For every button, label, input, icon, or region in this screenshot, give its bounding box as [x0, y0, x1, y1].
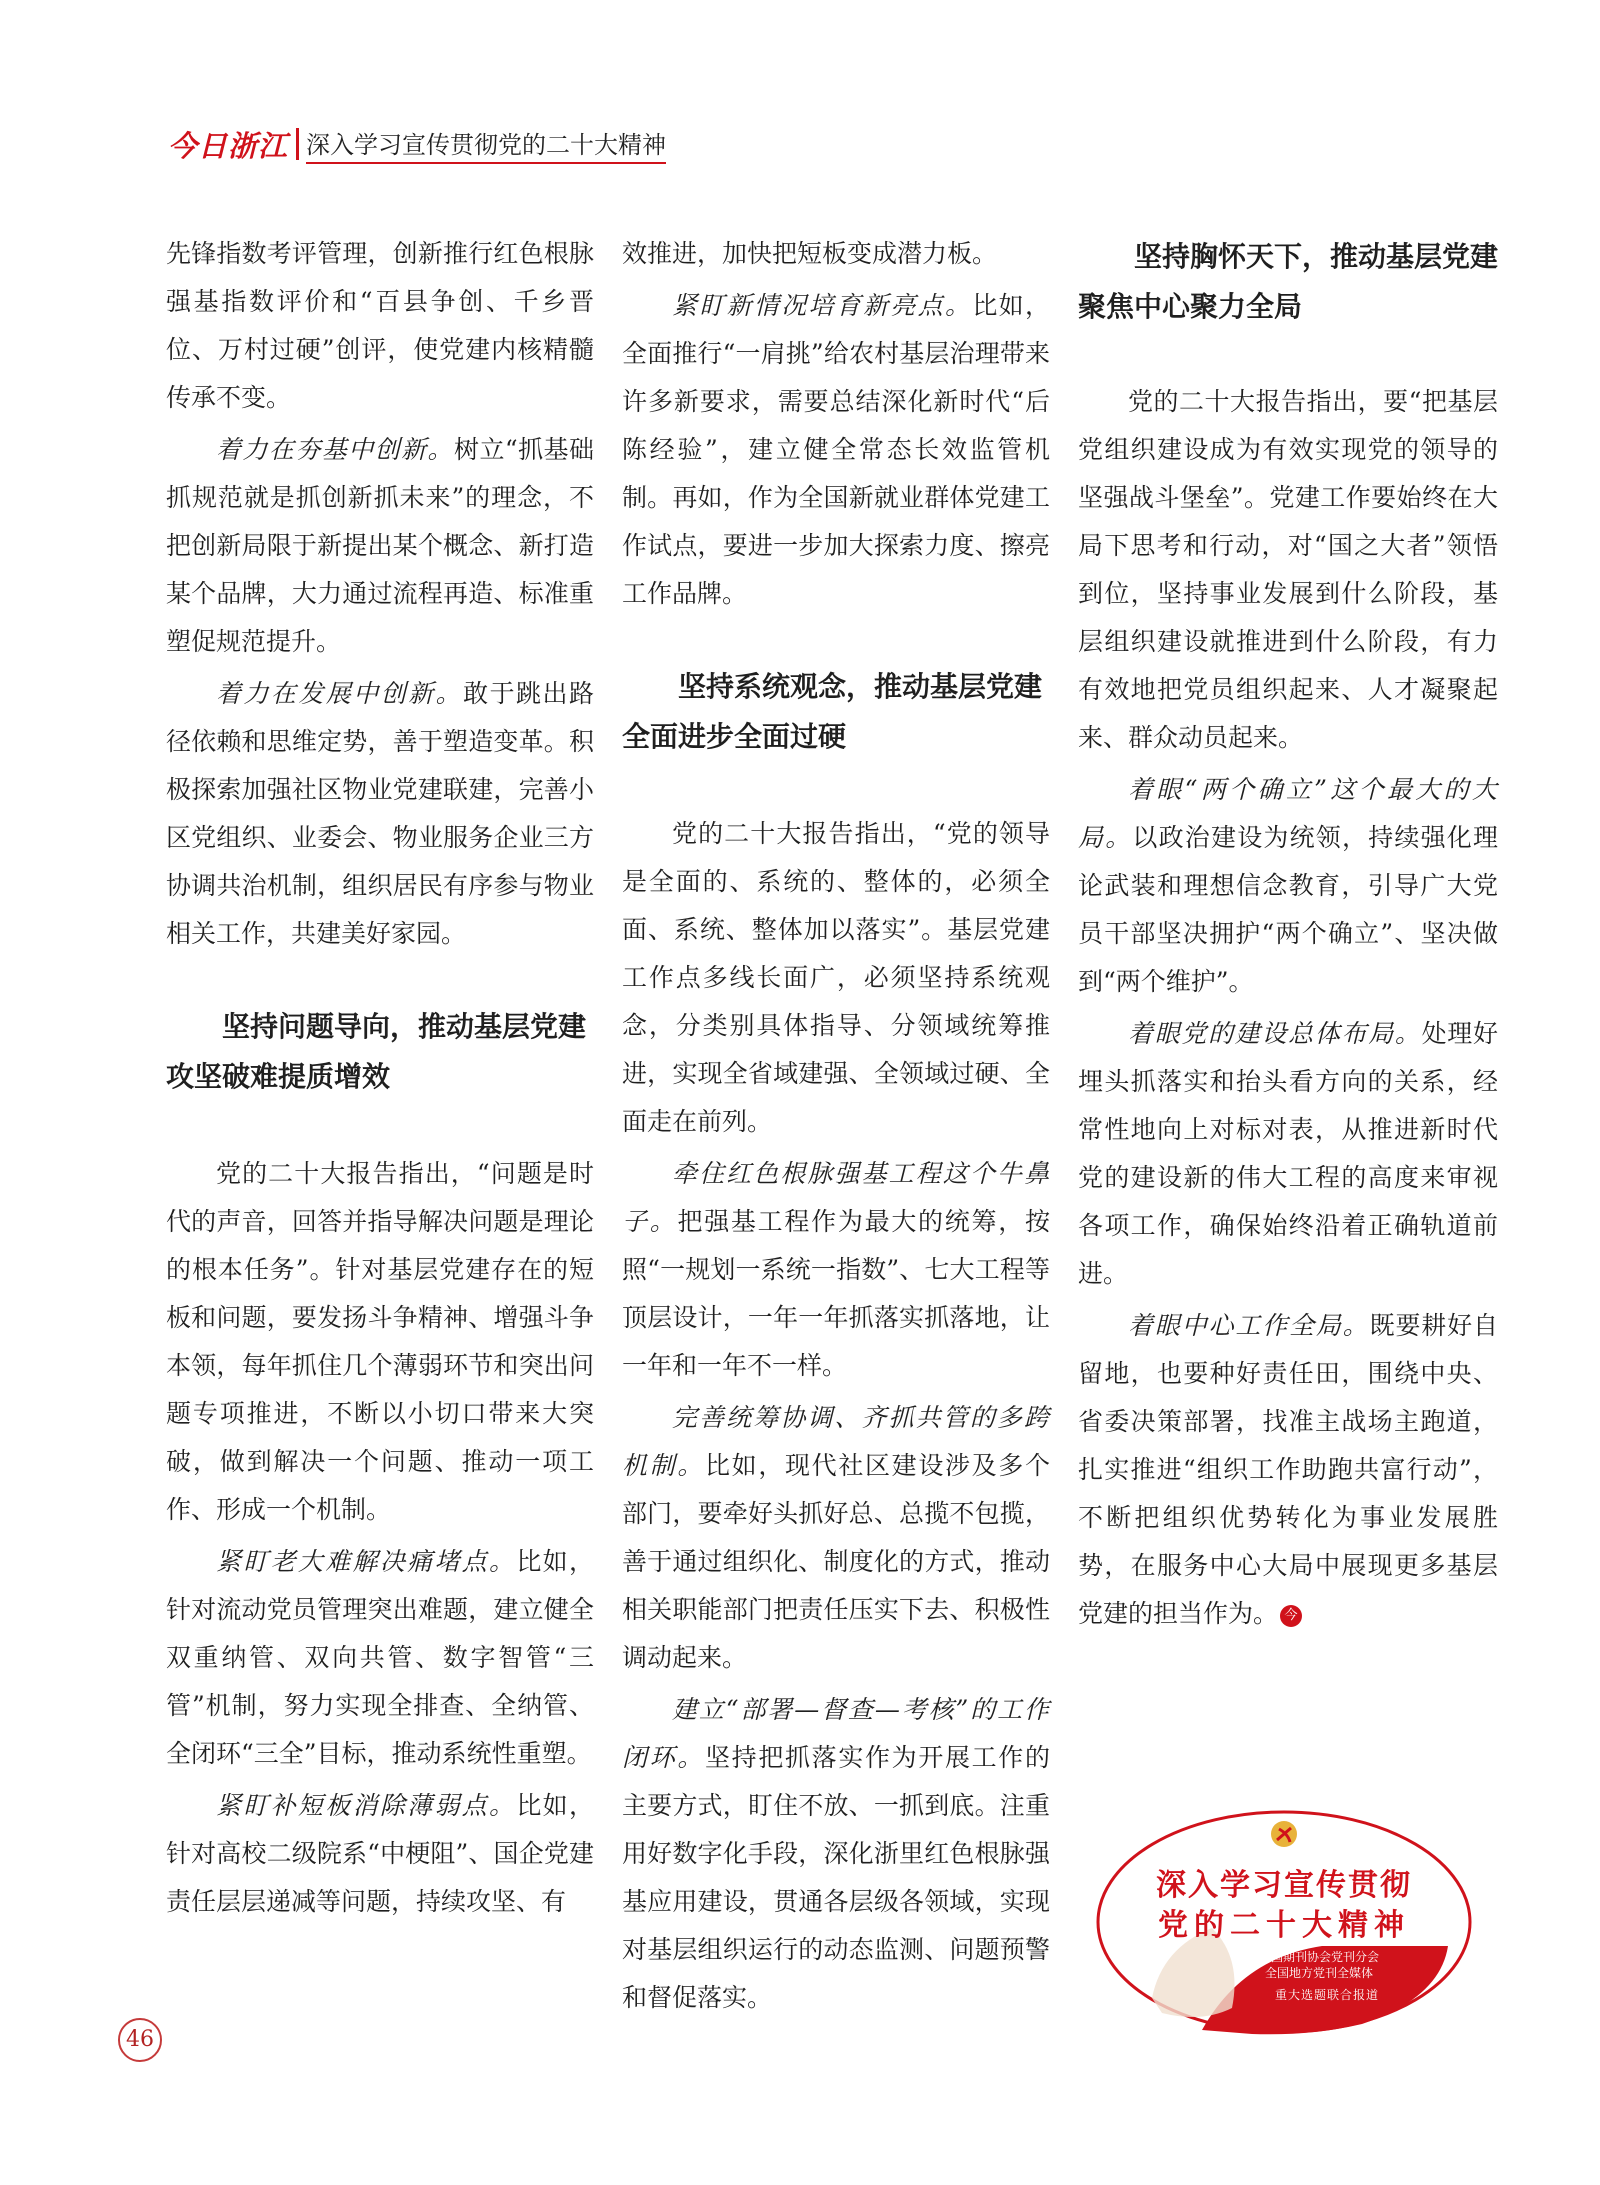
paragraph-body: 敢于跳出路径依赖和思维定势，善于塑造变革。积极探索加强社区物业党建联建，完善小区党组织、业委会、物业服务企业三方协调共治机制，组织居民有序参与物业相关工作，共建美好家园。 [166, 679, 594, 948]
column-title: 深入学习宣传贯彻党的二十大精神 [306, 125, 666, 164]
paragraph [622, 1150, 1050, 1390]
text-column-1 [166, 230, 594, 1930]
paragraph-body: 坚持把抓落实作为开展工作的主要方式，盯住不放、一抓到底。注重用好数字化手段，深化浙里红色根脉强基应用建设，贯通各层级各领域，实现对基层组织运行的动态监测、问题预警和督促落实。 [622, 1743, 1050, 2012]
paragraph [1078, 1302, 1498, 1638]
paragraph-lead: 建立“部署—督查—考核”的工作闭环。 [622, 1695, 1050, 1772]
paragraph [166, 1538, 594, 1778]
badge-tagline: 重大选题联合报道 [1274, 1988, 1379, 2002]
paragraph-lead: 着力在夯基中创新。 [216, 435, 454, 464]
paragraph-lead: 紧盯补短板消除薄弱点。 [216, 1791, 517, 1820]
paragraph-body: 比如，针对流动党员管理突出难题，建立健全双重纳管、双向共管、数字智管“三管”机制，努力实现全排查、全纳管、全闭环“三全”目标，推动系统性重塑。 [166, 1547, 594, 1768]
section-heading: 坚持胸怀天下，推动基层党建聚焦中心聚力全局 [1078, 240, 1499, 323]
paragraph: 党的二十大报告指出，要“把基层党组织建设成为有效实现党的领导的坚强战斗堡垒”。党建工作要始终在大局下思考和行动，对“国之大者”领悟到位，坚持事业发展到什么阶段，基层组织建设就推进到什么阶段，有力有效地把党员组织起来、人才凝聚起来、群众动员起来。 [1078, 387, 1498, 752]
header-divider [296, 128, 299, 160]
paragraph-body: 比如，现代社区建设涉及多个部门，要牵好头抓好总、总揽不包揽，善于通过组织化、制度化的方式，推动相关职能部门把责任压实下去、积极性调动起来。 [622, 1451, 1050, 1672]
paragraph-lead: 着眼“两个确立”这个最大的大局。 [1078, 775, 1498, 852]
page-number: 46 [118, 2018, 162, 2062]
paragraph-lead: 着眼党的建设总体布局。 [1128, 1019, 1422, 1048]
paragraph [166, 426, 594, 666]
badge-org: 全国地方党刊全媒体 [1264, 1966, 1373, 1980]
paragraph: 先锋指数考评管理，创新推行红色根脉强基指数评价和“百县争创、千乡晋位、万村过硬”创评，使党建内核精髓传承不变。 [166, 239, 594, 412]
paragraph-body: 树立“抓基础抓规范就是抓创新抓未来”的理念，不把创新局限于新提出某个概念、新打造某个品牌，大力通过流程再造、标准重塑促规范提升。 [166, 435, 594, 656]
paragraph-body: 既要耕好自留地，也要种好责任田，围绕中央、省委决策部署，找准主战场主跑道，扎实推进“组织工作助跑共富行动”，不断把组织优势转化为事业发展胜势，在服务中心大局中展现更多基层党建的担当作为。 [1078, 1311, 1498, 1628]
paragraph [622, 282, 1050, 618]
section-heading: 坚持系统观念，推动基层党建全面进步全面过硬 [622, 670, 1043, 753]
badge-title-line1: 深入学习宣传贯彻 [1156, 1868, 1412, 1903]
paragraph-lead: 紧盯老大难解决痛堵点。 [216, 1547, 517, 1576]
paragraph: 党的二十大报告指出，“党的领导是全面的、系统的、整体的，必须全面、系统、整体加以落实”。基层党建工作点多线长面广，必须坚持系统观念，分类别具体指导、分领域统筹推进，实现全省域建强、全领域过硬、全面走在前列。 [622, 819, 1050, 1136]
paragraph [166, 1782, 594, 1926]
paragraph-lead: 着力在发展中创新。 [216, 679, 464, 708]
paragraph-body: 比如，全面推行“一肩挑”给农村基层治理带来许多新要求，需要总结深化新时代“后陈经验”，建立健全常态长效监管机制。再如，作为全国新就业群体党建工作试点，要进一步加大探索力度、擦亮工作品牌。 [622, 291, 1050, 608]
paragraph-body: 处理好埋头抓落实和抬头看方向的关系，经常性地向上对标对表，从推进新时代党的建设新的伟大工程的高度来审视各项工作，确保始终沿着正确轨道前进。 [1078, 1019, 1498, 1288]
text-column-2 [622, 230, 1050, 2026]
paragraph: 党的二十大报告指出，“问题是时代的声音，回答并指导解决问题是理论的根本任务”。针对基层党建存在的短板和问题，要发扬斗争精神、增强斗争本领，每年抓住几个薄弱环节和突出问题专项推进，不断以小切口带来大突破，做到解决一个问题、推动一项工作、形成一个机制。 [166, 1159, 594, 1524]
paragraph [166, 670, 594, 958]
end-mark-icon: 今 [1280, 1605, 1302, 1627]
magazine-logo: 今日浙江 [168, 128, 289, 163]
page-header [168, 118, 668, 170]
paragraph [1078, 1010, 1498, 1298]
paragraph-body: 把强基工程作为最大的统筹，按照“一规划一系统一指数”、七大工程等顶层设计，一年一年抓落实抓落地，让一年和一年不一样。 [622, 1207, 1050, 1380]
paragraph-lead: 完善统筹协调、齐抓共管的多跨机制。 [622, 1403, 1050, 1480]
paragraph [622, 1686, 1050, 2022]
paragraph [622, 1394, 1050, 1682]
paragraph-body: 以政治建设为统领，持续强化理论武装和理想信念教育，引导广大党员干部坚决拥护“两个确立”、坚决做到“两个维护”。 [1078, 823, 1498, 996]
section-heading: 坚持问题导向，推动基层党建攻坚破难提质增效 [166, 1010, 587, 1093]
campaign-badge [1092, 1808, 1476, 2036]
paragraph-lead: 紧盯新情况培育新亮点。 [672, 291, 973, 320]
badge-org: 中国期刊协会党刊分会 [1258, 1950, 1379, 1964]
paragraph-lead: 牵住红色根脉强基工程这个牛鼻子。 [622, 1159, 1050, 1236]
badge-title-line2: 党的二十大精神 [1158, 1908, 1410, 1943]
paragraph-body: 比如，针对高校二级院系“中梗阻”、国企党建责任层层递减等问题，持续攻坚、有 [166, 1791, 594, 1916]
paragraph-lead: 着眼中心工作全局。 [1128, 1311, 1370, 1340]
paragraph [1078, 766, 1498, 1006]
text-column-3 [1078, 232, 1498, 1642]
paragraph: 效推进，加快把短板变成潜力板。 [622, 239, 998, 268]
badge-text [1092, 1808, 1476, 2036]
